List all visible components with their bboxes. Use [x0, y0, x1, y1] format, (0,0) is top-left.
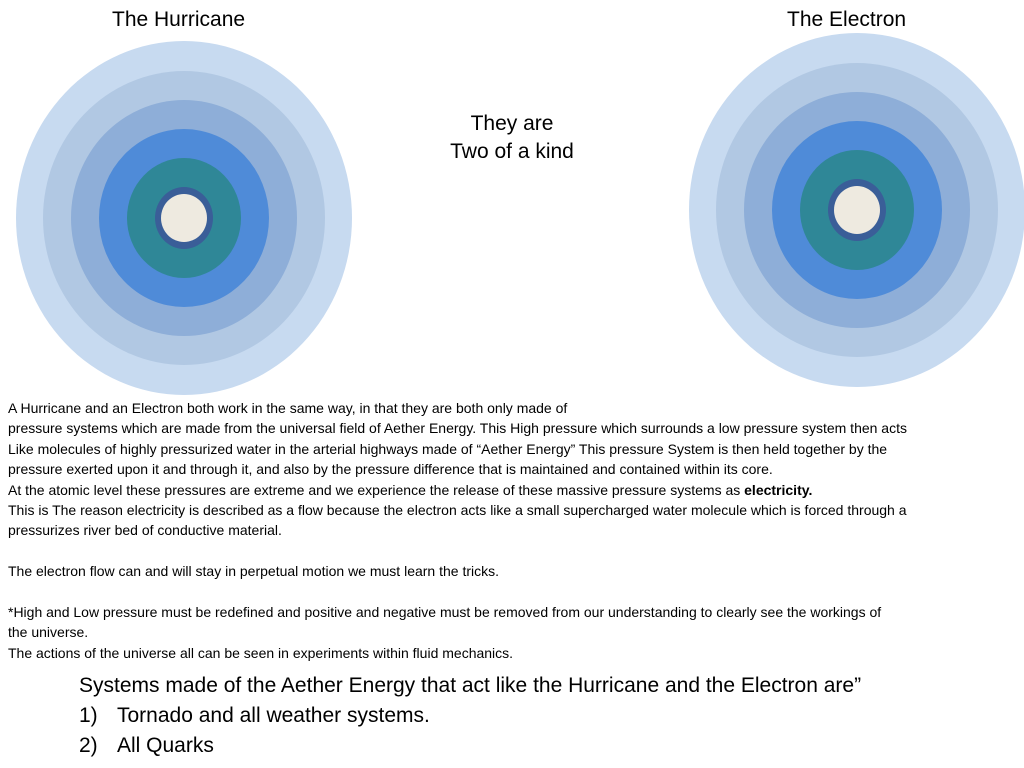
summary-heading: Systems made of the Aether Energy that act like the Hurricane and the Electron are” — [79, 674, 862, 697]
caption-line-2: Two of a kind — [450, 140, 574, 163]
electron-core — [834, 186, 880, 234]
electron-diagram — [689, 33, 1024, 387]
paragraph-line: The electron flow can and will stay in perpetual motion we must learn the tricks. — [8, 563, 500, 580]
paragraph-gap — [8, 582, 1018, 602]
paragraph-line: *High and Low pressure must be redefined and positive and negative must be removed from our understanding to clearly see the workings of — [8, 604, 882, 621]
electricity-emphasis: electricity. — [744, 481, 813, 498]
paragraph-line: A Hurricane and an Electron both work in the same way, in that they are both only made of — [8, 400, 568, 416]
paragraph-line: pressure systems which are made from the universal field of Aether Energy. This High pressure which surrounds a low pressure system then acts — [8, 420, 907, 437]
paragraph-line — [8, 480, 1018, 500]
list-item — [79, 731, 1009, 761]
paragraph-line: pressurizes river bed of conductive material. — [8, 522, 282, 539]
hurricane-diagram — [16, 41, 352, 395]
paragraph-line: pressure exerted upon it and through it, and also by the pressure difference that is maintained and contained within its core. — [8, 461, 773, 478]
caption-line-1: They are — [470, 112, 554, 135]
paragraph-line: the universe. — [8, 624, 89, 641]
paragraph-gap — [8, 541, 1018, 561]
paragraph-line: The actions of the universe all can be seen in experiments within fluid mechanics. — [8, 644, 514, 661]
list-item — [79, 701, 1009, 731]
list-text: All Quarks — [117, 734, 214, 757]
paragraph-text: At the atomic level these pressures are extreme and we experience the release of these massive pressure systems as — [8, 481, 745, 498]
list-text: Tornado and all weather systems. — [117, 704, 430, 727]
paragraph-line: Like molecules of highly pressurized water in the arterial highways made of “Aether Energy” This pressure System is then held together by the — [8, 440, 888, 457]
paragraph-line: This is The reason electricity is described as a flow because the electron acts like a small supercharged water molecule which is forced through a — [8, 502, 907, 519]
list-number: 2) — [79, 734, 98, 757]
hurricane-core — [161, 194, 207, 242]
hurricane-title: The Hurricane — [112, 8, 246, 31]
electron-title: The Electron — [787, 8, 907, 31]
systems-summary — [79, 671, 1009, 761]
comparison-caption — [412, 110, 612, 166]
explanation-paragraph — [8, 398, 1018, 663]
list-number: 1) — [79, 704, 98, 727]
